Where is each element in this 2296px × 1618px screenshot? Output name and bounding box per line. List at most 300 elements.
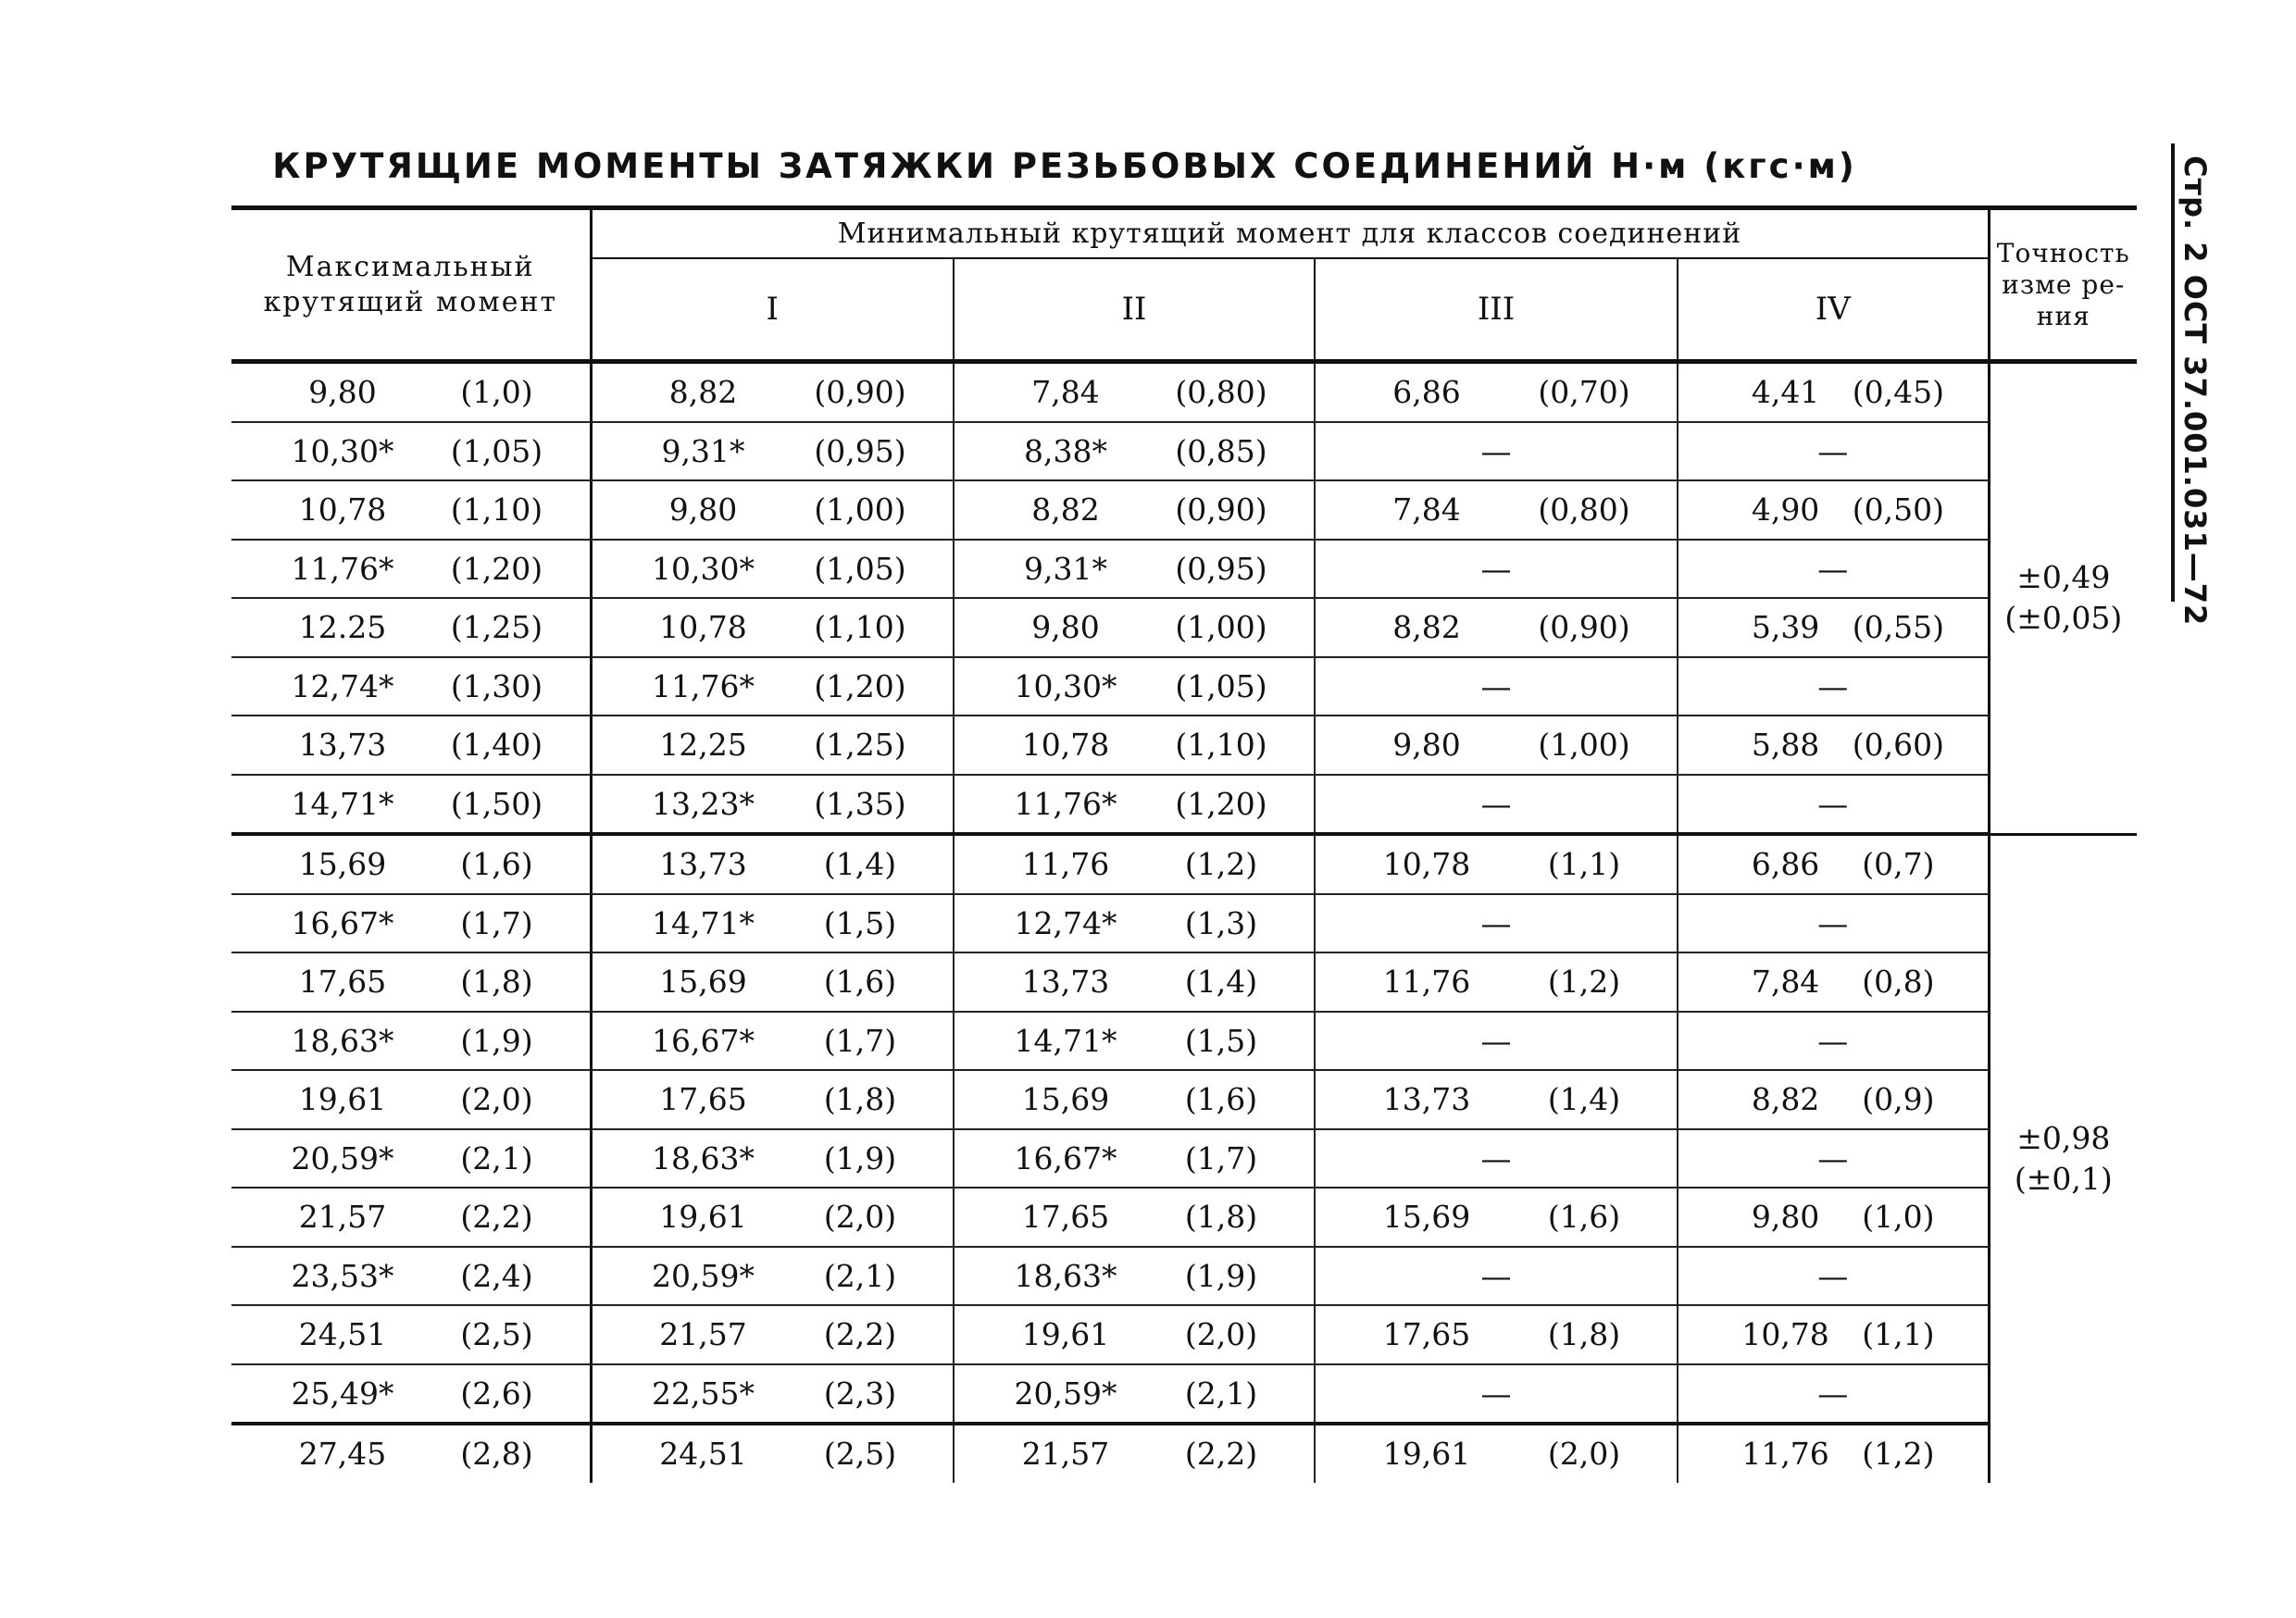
table-row bbox=[231, 422, 2137, 481]
table-row bbox=[231, 1364, 2137, 1425]
class-2-cell bbox=[954, 362, 1315, 422]
max-torque-cell bbox=[231, 1070, 591, 1129]
value-kgfm: (1,1) bbox=[1547, 846, 1621, 883]
value-kgfm: (2,3) bbox=[823, 1375, 897, 1412]
class-4-cell bbox=[1678, 1305, 1989, 1364]
dash-value: — bbox=[1817, 785, 1849, 822]
dash-value: — bbox=[1480, 550, 1512, 587]
value-nm: 13,73 bbox=[1021, 964, 1110, 1001]
class-2-cell bbox=[954, 834, 1315, 894]
class-1-cell bbox=[591, 1247, 954, 1306]
value-nm: 20,59* bbox=[291, 1139, 394, 1176]
value-kgfm: (1,10) bbox=[1175, 727, 1267, 764]
max-torque-cell bbox=[231, 1364, 591, 1425]
value-kgfm: (2,6) bbox=[460, 1375, 533, 1412]
class-1-cell bbox=[591, 1070, 954, 1129]
value-kgfm: (2,2) bbox=[1184, 1436, 1258, 1473]
accuracy-value-kgfm: (±0,1) bbox=[2014, 1161, 2113, 1197]
class-4-cell bbox=[1678, 952, 1989, 1012]
value-nm: 17,65 bbox=[298, 964, 387, 1001]
value-kgfm: (0,70) bbox=[1538, 374, 1630, 411]
side-label: Стр. 2 ОСТ 37.001.031—72 bbox=[2177, 156, 2213, 627]
value-kgfm: (2,8) bbox=[460, 1436, 533, 1473]
header-max-torque: Максимальный крутящий момент bbox=[231, 208, 591, 362]
table-row bbox=[231, 1188, 2137, 1247]
value-kgfm: (1,6) bbox=[460, 846, 533, 883]
value-kgfm: (1,9) bbox=[460, 1022, 533, 1059]
value-kgfm: (1,5) bbox=[1184, 1022, 1258, 1059]
value-nm: 8,82 bbox=[668, 374, 738, 411]
value-nm: 16,67* bbox=[291, 904, 394, 941]
value-nm: 19,61 bbox=[1021, 1316, 1110, 1353]
table-row bbox=[231, 362, 2137, 422]
value-nm: 13,73 bbox=[1382, 1081, 1471, 1118]
value-nm: 8,38* bbox=[1024, 432, 1107, 469]
value-kgfm: (1,20) bbox=[1175, 785, 1267, 822]
dash-value: — bbox=[1817, 550, 1849, 587]
class-3-cell bbox=[1315, 1012, 1678, 1071]
class-3-cell bbox=[1315, 1247, 1678, 1306]
class-4-cell bbox=[1678, 894, 1989, 953]
value-kgfm: (1,25) bbox=[450, 609, 543, 646]
dash-value: — bbox=[1480, 1257, 1512, 1294]
value-nm: 17,65 bbox=[659, 1081, 747, 1118]
value-kgfm: (1,6) bbox=[823, 964, 897, 1001]
class-3-cell bbox=[1315, 1188, 1678, 1247]
max-torque-cell bbox=[231, 834, 591, 894]
max-torque-cell bbox=[231, 1012, 591, 1071]
dash-value: — bbox=[1480, 785, 1512, 822]
header-class-1: I bbox=[591, 258, 954, 362]
class-2-cell bbox=[954, 1424, 1315, 1483]
value-kgfm: (1,8) bbox=[460, 964, 533, 1001]
value-kgfm: (1,9) bbox=[1184, 1257, 1258, 1294]
class-3-cell bbox=[1315, 480, 1678, 540]
class-1-cell bbox=[591, 1305, 954, 1364]
accuracy-value: ±0,98 bbox=[2016, 1120, 2111, 1156]
value-kgfm: (1,40) bbox=[450, 727, 543, 764]
class-2-cell bbox=[954, 598, 1315, 657]
dash-value: — bbox=[1480, 1022, 1512, 1059]
value-nm: 7,84 bbox=[1392, 492, 1461, 529]
class-4-cell bbox=[1678, 362, 1989, 422]
value-nm: 14,71* bbox=[291, 785, 394, 822]
class-4-cell bbox=[1678, 1129, 1989, 1189]
class-3-cell bbox=[1315, 1129, 1678, 1189]
class-2-cell bbox=[954, 480, 1315, 540]
value-nm: 10,78 bbox=[1741, 1316, 1829, 1353]
max-torque-cell bbox=[231, 598, 591, 657]
value-nm: 11,76 bbox=[1382, 964, 1471, 1001]
table-row bbox=[231, 1305, 2137, 1364]
class-4-cell bbox=[1678, 480, 1989, 540]
value-nm: 10,30* bbox=[291, 432, 394, 469]
max-torque-cell bbox=[231, 1424, 591, 1483]
value-nm: 6,86 bbox=[1392, 374, 1461, 411]
class-3-cell bbox=[1315, 894, 1678, 953]
max-torque-cell bbox=[231, 716, 591, 775]
value-nm: 19,61 bbox=[298, 1081, 387, 1118]
value-kgfm: (1,35) bbox=[814, 785, 906, 822]
value-kgfm: (0,80) bbox=[1538, 492, 1630, 529]
value-nm: 22,55* bbox=[652, 1375, 755, 1412]
value-kgfm: (1,5) bbox=[823, 904, 897, 941]
class-1-cell bbox=[591, 1012, 954, 1071]
value-kgfm: (0,50) bbox=[1852, 492, 1944, 529]
value-nm: 6,86 bbox=[1751, 846, 1820, 883]
max-torque-cell bbox=[231, 362, 591, 422]
value-kgfm: (2,0) bbox=[823, 1199, 897, 1236]
table-row bbox=[231, 1247, 2137, 1306]
value-nm: 15,69 bbox=[1021, 1081, 1110, 1118]
value-kgfm: (1,4) bbox=[1184, 964, 1258, 1001]
value-kgfm: (1,2) bbox=[1862, 1436, 1935, 1473]
value-nm: 13,73 bbox=[659, 846, 747, 883]
value-nm: 21,57 bbox=[1021, 1436, 1110, 1473]
table-row bbox=[231, 598, 2137, 657]
value-kgfm: (0,80) bbox=[1175, 374, 1267, 411]
class-1-cell bbox=[591, 775, 954, 835]
value-nm: 10,30* bbox=[652, 550, 755, 587]
header-class-2: II bbox=[954, 258, 1315, 362]
table-row bbox=[231, 540, 2137, 599]
class-1-cell bbox=[591, 1188, 954, 1247]
table-row bbox=[231, 657, 2137, 716]
class-3-cell bbox=[1315, 540, 1678, 599]
accuracy-cell bbox=[1989, 834, 2137, 1483]
value-nm: 13,73 bbox=[298, 727, 387, 764]
value-nm: 10,78 bbox=[1021, 727, 1110, 764]
value-nm: 24,51 bbox=[659, 1436, 747, 1473]
value-kgfm: (1,2) bbox=[1547, 964, 1621, 1001]
table-row bbox=[231, 480, 2137, 540]
value-kgfm: (1,00) bbox=[1175, 609, 1267, 646]
value-kgfm: (0,90) bbox=[814, 374, 906, 411]
value-nm: 15,69 bbox=[1382, 1199, 1471, 1236]
value-nm: 9,80 bbox=[308, 374, 377, 411]
value-nm: 12,25 bbox=[659, 727, 747, 764]
value-kgfm: (1,20) bbox=[814, 667, 906, 704]
value-kgfm: (2,1) bbox=[823, 1257, 897, 1294]
value-kgfm: (2,1) bbox=[460, 1139, 533, 1176]
max-torque-cell bbox=[231, 1129, 591, 1189]
header-class-3: III bbox=[1315, 258, 1678, 362]
class-2-cell bbox=[954, 1129, 1315, 1189]
value-kgfm: (0,8) bbox=[1862, 964, 1935, 1001]
value-nm: 10,78 bbox=[659, 609, 747, 646]
class-2-cell bbox=[954, 1364, 1315, 1425]
class-3-cell bbox=[1315, 362, 1678, 422]
value-nm: 18,63* bbox=[291, 1022, 394, 1059]
max-torque-cell bbox=[231, 1305, 591, 1364]
value-kgfm: (0,9) bbox=[1862, 1081, 1935, 1118]
value-nm: 12,74* bbox=[291, 667, 394, 704]
value-nm: 8,82 bbox=[1031, 492, 1100, 529]
value-kgfm: (1,3) bbox=[1184, 904, 1258, 941]
value-nm: 5,88 bbox=[1751, 727, 1820, 764]
table-row bbox=[231, 775, 2137, 835]
value-kgfm: (1,4) bbox=[1547, 1081, 1621, 1118]
dash-value: — bbox=[1480, 1139, 1512, 1176]
class-4-cell bbox=[1678, 834, 1989, 894]
value-nm: 27,45 bbox=[298, 1436, 387, 1473]
class-1-cell bbox=[591, 480, 954, 540]
class-3-cell bbox=[1315, 598, 1678, 657]
value-kgfm: (1,1) bbox=[1862, 1316, 1935, 1353]
class-1-cell bbox=[591, 1424, 954, 1483]
value-kgfm: (1,2) bbox=[1184, 846, 1258, 883]
class-1-cell bbox=[591, 952, 954, 1012]
value-nm: 20,59* bbox=[1014, 1375, 1117, 1412]
value-nm: 18,63* bbox=[652, 1139, 755, 1176]
value-nm: 4,41 bbox=[1751, 374, 1820, 411]
value-nm: 11,76 bbox=[1741, 1436, 1829, 1473]
max-torque-cell bbox=[231, 952, 591, 1012]
class-1-cell bbox=[591, 362, 954, 422]
value-nm: 19,61 bbox=[659, 1199, 747, 1236]
class-1-cell bbox=[591, 598, 954, 657]
value-kgfm: (1,05) bbox=[814, 550, 906, 587]
value-kgfm: (1,10) bbox=[814, 609, 906, 646]
value-nm: 17,65 bbox=[1021, 1199, 1110, 1236]
value-kgfm: (2,4) bbox=[460, 1257, 533, 1294]
value-nm: 18,63* bbox=[1014, 1257, 1117, 1294]
dash-value: — bbox=[1817, 1375, 1849, 1412]
dash-value: — bbox=[1817, 1257, 1849, 1294]
accuracy-value: ±0,49 bbox=[2016, 559, 2111, 596]
value-kgfm: (1,8) bbox=[823, 1081, 897, 1118]
dash-value: — bbox=[1817, 667, 1849, 704]
value-nm: 10,78 bbox=[298, 492, 387, 529]
value-kgfm: (0,60) bbox=[1852, 727, 1944, 764]
dash-value: — bbox=[1480, 1375, 1512, 1412]
value-kgfm: (1,05) bbox=[1175, 667, 1267, 704]
value-kgfm: (0,45) bbox=[1852, 374, 1944, 411]
value-nm: 21,57 bbox=[298, 1199, 387, 1236]
class-4-cell bbox=[1678, 1424, 1989, 1483]
value-kgfm: (1,20) bbox=[450, 550, 543, 587]
class-1-cell bbox=[591, 894, 954, 953]
table-row bbox=[231, 834, 2137, 894]
value-nm: 25,49* bbox=[291, 1375, 394, 1412]
value-kgfm: (0,95) bbox=[814, 432, 906, 469]
value-kgfm: (2,2) bbox=[823, 1316, 897, 1353]
value-kgfm: (1,4) bbox=[823, 846, 897, 883]
value-kgfm: (1,7) bbox=[460, 904, 533, 941]
value-nm: 10,30* bbox=[1014, 667, 1117, 704]
value-kgfm: (1,0) bbox=[1862, 1199, 1935, 1236]
value-nm: 15,69 bbox=[298, 846, 387, 883]
max-torque-cell bbox=[231, 1247, 591, 1306]
class-3-cell bbox=[1315, 834, 1678, 894]
value-kgfm: (2,5) bbox=[460, 1316, 533, 1353]
header-min-torque: Минимальный крутящий момент для классов соединений bbox=[591, 208, 1989, 258]
value-kgfm: (1,8) bbox=[1184, 1199, 1258, 1236]
dash-value: — bbox=[1480, 432, 1512, 469]
value-nm: 16,67* bbox=[652, 1022, 755, 1059]
accuracy-value-kgfm: (±0,05) bbox=[2004, 600, 2123, 637]
value-nm: 11,76* bbox=[1014, 785, 1117, 822]
value-kgfm: (0,85) bbox=[1175, 432, 1267, 469]
value-nm: 20,59* bbox=[652, 1257, 755, 1294]
header-accuracy: Точность изме ре- ния bbox=[1989, 208, 2137, 362]
class-3-cell bbox=[1315, 1070, 1678, 1129]
value-nm: 12,74* bbox=[1014, 904, 1117, 941]
value-kgfm: (2,0) bbox=[1184, 1316, 1258, 1353]
value-nm: 13,23* bbox=[652, 785, 755, 822]
value-kgfm: (2,5) bbox=[823, 1436, 897, 1473]
value-kgfm: (1,00) bbox=[814, 492, 906, 529]
class-3-cell bbox=[1315, 422, 1678, 481]
class-2-cell bbox=[954, 1070, 1315, 1129]
page-title: КРУТЯЩИЕ МОМЕНТЫ ЗАТЯЖКИ РЕЗЬБОВЫХ СОЕДИНЕНИЙ Н·м (кгс·м) bbox=[272, 146, 1857, 186]
class-2-cell bbox=[954, 894, 1315, 953]
value-nm: 4,90 bbox=[1751, 492, 1820, 529]
max-torque-cell bbox=[231, 657, 591, 716]
value-nm: 11,76* bbox=[291, 550, 394, 587]
class-1-cell bbox=[591, 834, 954, 894]
value-nm: 5,39 bbox=[1751, 609, 1820, 646]
value-nm: 7,84 bbox=[1031, 374, 1100, 411]
max-torque-cell bbox=[231, 1188, 591, 1247]
value-nm: 17,65 bbox=[1382, 1316, 1471, 1353]
class-3-cell bbox=[1315, 775, 1678, 835]
value-nm: 9,80 bbox=[1751, 1199, 1820, 1236]
value-kgfm: (1,6) bbox=[1184, 1081, 1258, 1118]
class-3-cell bbox=[1315, 1424, 1678, 1483]
class-2-cell bbox=[954, 716, 1315, 775]
class-3-cell bbox=[1315, 657, 1678, 716]
dash-value: — bbox=[1817, 904, 1849, 941]
class-2-cell bbox=[954, 1012, 1315, 1071]
value-kgfm: (2,1) bbox=[1184, 1375, 1258, 1412]
value-kgfm: (1,10) bbox=[450, 492, 543, 529]
value-kgfm: (2,2) bbox=[460, 1199, 533, 1236]
table-row bbox=[231, 716, 2137, 775]
value-nm: 9,31* bbox=[1024, 550, 1107, 587]
value-nm: 8,82 bbox=[1751, 1081, 1820, 1118]
value-kgfm: (1,8) bbox=[1547, 1316, 1621, 1353]
class-2-cell bbox=[954, 775, 1315, 835]
value-kgfm: (1,25) bbox=[814, 727, 906, 764]
value-nm: 7,84 bbox=[1751, 964, 1820, 1001]
class-4-cell bbox=[1678, 775, 1989, 835]
value-kgfm: (0,95) bbox=[1175, 550, 1267, 587]
class-4-cell bbox=[1678, 540, 1989, 599]
class-1-cell bbox=[591, 540, 954, 599]
value-nm: 16,67* bbox=[1014, 1139, 1117, 1176]
max-torque-cell bbox=[231, 422, 591, 481]
value-kgfm: (0,90) bbox=[1538, 609, 1630, 646]
class-4-cell bbox=[1678, 1012, 1989, 1071]
value-kgfm: (1,9) bbox=[823, 1139, 897, 1176]
value-nm: 14,71* bbox=[1014, 1022, 1117, 1059]
dash-value: — bbox=[1480, 904, 1512, 941]
class-2-cell bbox=[954, 1247, 1315, 1306]
value-nm: 9,80 bbox=[668, 492, 738, 529]
value-kgfm: (1,05) bbox=[450, 432, 543, 469]
max-torque-cell bbox=[231, 540, 591, 599]
dash-value: — bbox=[1817, 1139, 1849, 1176]
dash-value: — bbox=[1817, 1022, 1849, 1059]
value-nm: 21,57 bbox=[659, 1316, 747, 1353]
value-nm: 19,61 bbox=[1382, 1436, 1471, 1473]
table-row bbox=[231, 1424, 2137, 1483]
value-nm: 9,31* bbox=[661, 432, 745, 469]
table-row bbox=[231, 1012, 2137, 1071]
class-1-cell bbox=[591, 1129, 954, 1189]
value-nm: 24,51 bbox=[298, 1316, 387, 1353]
table-row bbox=[231, 894, 2137, 953]
value-kgfm: (1,7) bbox=[823, 1022, 897, 1059]
torque-table bbox=[231, 205, 2137, 1483]
max-torque-cell bbox=[231, 775, 591, 835]
value-nm: 15,69 bbox=[659, 964, 747, 1001]
value-nm: 23,53* bbox=[291, 1257, 394, 1294]
accuracy-cell bbox=[1989, 362, 2137, 835]
class-2-cell bbox=[954, 1305, 1315, 1364]
class-3-cell bbox=[1315, 716, 1678, 775]
value-kgfm: (0,90) bbox=[1175, 492, 1267, 529]
class-2-cell bbox=[954, 1188, 1315, 1247]
max-torque-cell bbox=[231, 480, 591, 540]
value-kgfm: (1,30) bbox=[450, 667, 543, 704]
value-kgfm: (2,0) bbox=[1547, 1436, 1621, 1473]
class-2-cell bbox=[954, 952, 1315, 1012]
value-kgfm: (0,55) bbox=[1852, 609, 1944, 646]
class-4-cell bbox=[1678, 716, 1989, 775]
value-nm: 11,76 bbox=[1021, 846, 1110, 883]
dash-value: — bbox=[1817, 432, 1849, 469]
value-kgfm: (1,00) bbox=[1538, 727, 1630, 764]
value-kgfm: (1,7) bbox=[1184, 1139, 1258, 1176]
class-4-cell bbox=[1678, 1070, 1989, 1129]
class-1-cell bbox=[591, 422, 954, 481]
value-nm: 11,76* bbox=[652, 667, 755, 704]
class-1-cell bbox=[591, 657, 954, 716]
value-nm: 9,80 bbox=[1031, 609, 1100, 646]
value-nm: 12.25 bbox=[298, 609, 387, 646]
value-nm: 8,82 bbox=[1392, 609, 1461, 646]
value-nm: 10,78 bbox=[1382, 846, 1471, 883]
value-kgfm: (1,6) bbox=[1547, 1199, 1621, 1236]
table-body bbox=[231, 362, 2137, 1483]
class-1-cell bbox=[591, 716, 954, 775]
class-2-cell bbox=[954, 540, 1315, 599]
value-nm: 9,80 bbox=[1392, 727, 1461, 764]
value-kgfm: (1,50) bbox=[450, 785, 543, 822]
class-4-cell bbox=[1678, 1188, 1989, 1247]
class-4-cell bbox=[1678, 1364, 1989, 1425]
class-3-cell bbox=[1315, 952, 1678, 1012]
class-4-cell bbox=[1678, 1247, 1989, 1306]
table-row bbox=[231, 1129, 2137, 1189]
class-4-cell bbox=[1678, 598, 1989, 657]
class-1-cell bbox=[591, 1364, 954, 1425]
max-torque-cell bbox=[231, 894, 591, 953]
table-row bbox=[231, 1070, 2137, 1129]
value-nm: 14,71* bbox=[652, 904, 755, 941]
class-4-cell bbox=[1678, 657, 1989, 716]
header-class-4: IV bbox=[1678, 258, 1989, 362]
value-kgfm: (0,7) bbox=[1862, 846, 1935, 883]
class-3-cell bbox=[1315, 1305, 1678, 1364]
value-kgfm: (2,0) bbox=[460, 1081, 533, 1118]
class-2-cell bbox=[954, 422, 1315, 481]
dash-value: — bbox=[1480, 667, 1512, 704]
class-2-cell bbox=[954, 657, 1315, 716]
table-row bbox=[231, 952, 2137, 1012]
